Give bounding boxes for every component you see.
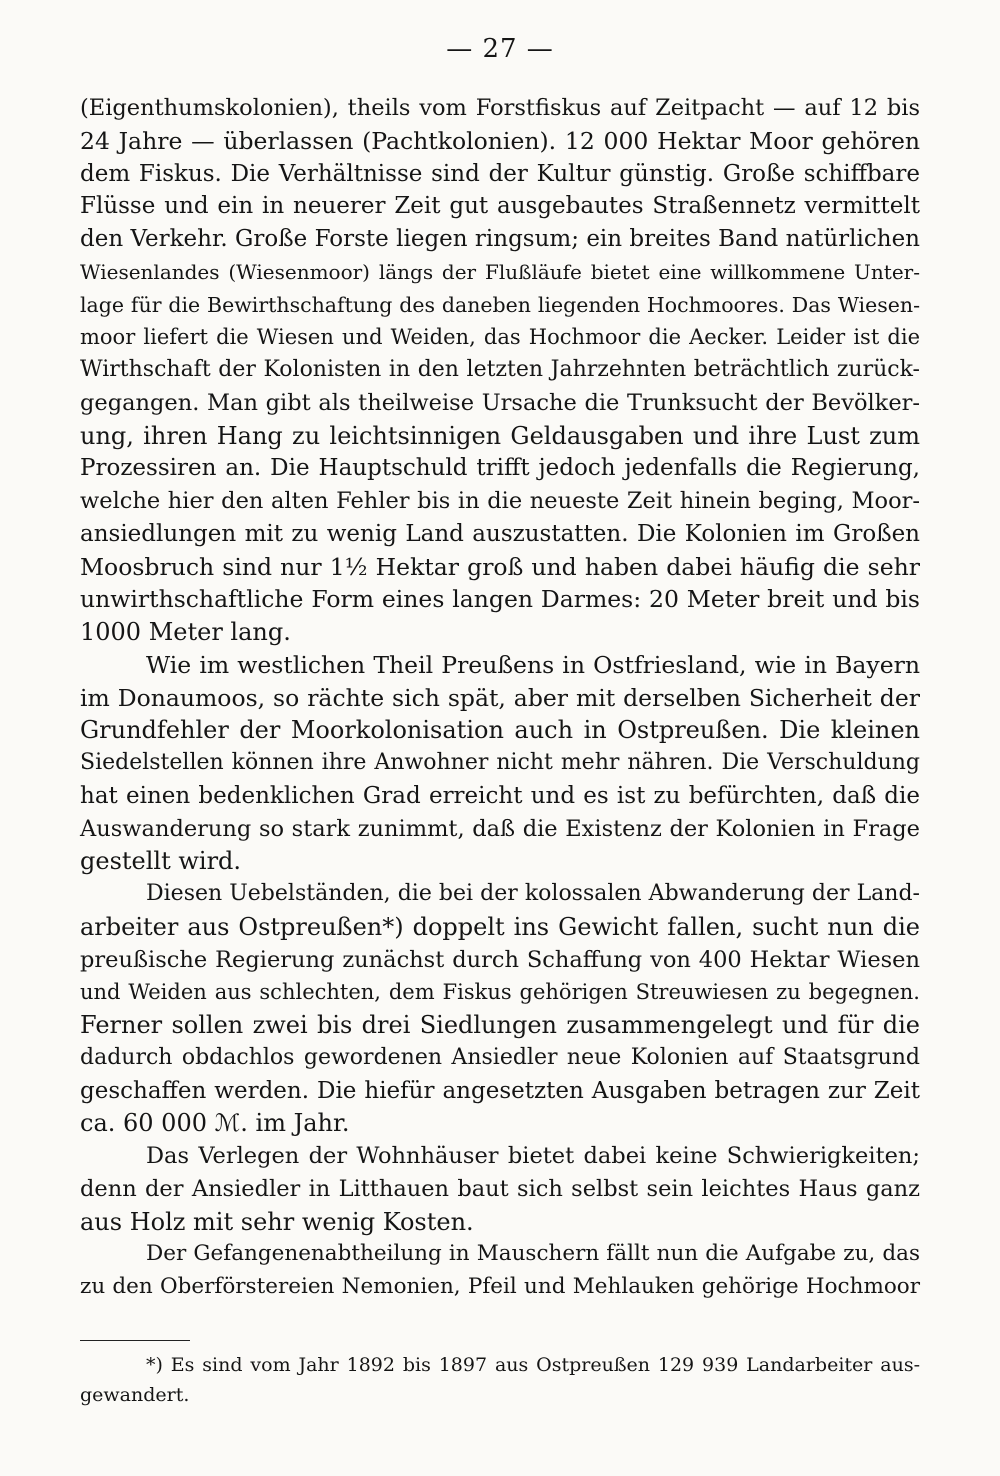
text-line: ca. 60 000 ℳ. im Jahr. <box>80 1109 350 1138</box>
text-line: Wie im westlichen Theil Preußens in Ostfriesland, wie in Bayern <box>146 650 920 679</box>
text-line: 24 Jahre — überlassen (Pachtkolonien). 12 000 Hektar Moor gehören <box>80 126 920 155</box>
text-line: zu den Oberförstereien Nemonien, Pfeil und Mehlauken gehörige Hochmoor <box>80 1274 920 1299</box>
footnote <box>80 1350 920 1410</box>
text-line: Der Gefangenenabtheilung in Mauschern fällt nun die Aufgabe zu, das <box>146 1241 920 1267</box>
text-line: dem Fiskus. Die Verhältnisse sind der Kultur günstig. Große schiffbare <box>80 160 920 187</box>
text-line: dadurch obdachlos gewordenen Ansiedler neue Kolonien auf Staatsgrund <box>80 1044 920 1070</box>
text-line: Diesen Uebelständen, die bei der kolossalen Abwanderung der Land- <box>146 881 920 906</box>
text-line: Grundfehler der Moorkolonisation auch in Ostpreußen. Die kleinen <box>80 716 920 745</box>
text-line: lage für die Bewirthschaftung des daneben liegenden Hochmoores. Das Wiesen- <box>80 292 920 317</box>
text-line: (Eigenthumskolonien), theils vom Forstfiskus auf Zeitpacht — auf 12 bis <box>80 95 920 121</box>
text-line: ung, ihren Hang zu leichtsinnigen Geldausgaben und ihre Lust zum <box>80 421 920 450</box>
text-line: Wirthschaft der Kolonisten in den letzten Jahrzehnten beträchtlich zurück- <box>80 357 920 382</box>
text-line: gegangen. Man gibt als theilweise Ursache die Trunksucht der Bevölker- <box>80 389 920 416</box>
page-number: — 27 — <box>446 34 554 64</box>
text-line: Flüsse und ein in neuerer Zeit gut ausgebautes Straßennetz vermittelt <box>80 193 920 220</box>
text-line: den Verkehr. Große Forste liegen ringsum; ein breites Band natürlichen <box>80 226 920 252</box>
footnote-line: gewandert. <box>80 1384 190 1406</box>
text-line: Das Verlegen der Wohnhäuser bietet dabei keine Schwierigkeiten; <box>146 1143 920 1169</box>
text-line: hat einen bedenklichen Grad erreicht und es ist zu befürchten, daß die <box>80 782 920 809</box>
text-line: 1000 Meter lang. <box>80 618 291 646</box>
text-line: Moosbruch sind nur 1½ Hektar groß und haben dabei häufig die sehr <box>80 552 920 581</box>
text-line: aus Holz mit sehr wenig Kosten. <box>80 1207 474 1236</box>
footnote-line: *) Es sind vom Jahr 1892 bis 1897 aus Ostpreußen 129 939 Landarbeiter aus- <box>146 1354 920 1376</box>
text-line: Siedelstellen können ihre Anwohner nicht mehr nähren. Die Verschuldung <box>80 750 920 775</box>
body-text <box>80 92 920 1304</box>
text-line: im Donaumoos, so rächte sich spät, aber mit derselben Sicherheit der <box>80 683 920 712</box>
text-line: denn der Ansiedler in Litthauen baut sich selbst sein leichtes Haus ganz <box>80 1175 920 1202</box>
text-line: Prozessiren an. Die Hauptschuld trifft jedoch jedenfalls die Regierung, <box>80 455 920 482</box>
text-line: ansiedlungen mit zu wenig Land auszustatten. Die Kolonien im Großen <box>80 520 920 547</box>
text-line: und Weiden aus schlechten, dem Fiskus gehörigen Streuwiesen zu begegnen. <box>80 980 920 1005</box>
text-line: moor liefert die Wiesen und Weiden, das Hochmoor die Aecker. Leider ist die <box>80 325 920 350</box>
text-line: unwirthschaftliche Form eines langen Darmes: 20 Meter breit und bis <box>80 585 920 614</box>
text-line: preußische Regierung zunächst durch Schaffung von 400 Hektar Wiesen <box>80 946 920 973</box>
text-line: arbeiter aus Ostpreußen*) doppelt ins Gewicht fallen, sucht nun die <box>80 912 920 941</box>
text-line: Wiesenlandes (Wiesenmoor) längs der Flußläufe bietet eine willkommene Unter- <box>80 259 920 284</box>
text-line: geschaffen werden. Die hiefür angesetzten Ausgaben betragen zur Zeit <box>80 1077 920 1104</box>
text-line: gestellt wird. <box>80 847 242 876</box>
footnote-rule <box>80 1340 190 1341</box>
text-line: welche hier den alten Fehler bis in die neueste Zeit hinein beging, Moor- <box>80 488 920 514</box>
text-line: Auswanderung so stark zunimmt, daß die Existenz der Kolonien in Frage <box>80 815 920 842</box>
text-line: Ferner sollen zwei bis drei Siedlungen zusammengelegt und für die <box>80 1011 920 1039</box>
